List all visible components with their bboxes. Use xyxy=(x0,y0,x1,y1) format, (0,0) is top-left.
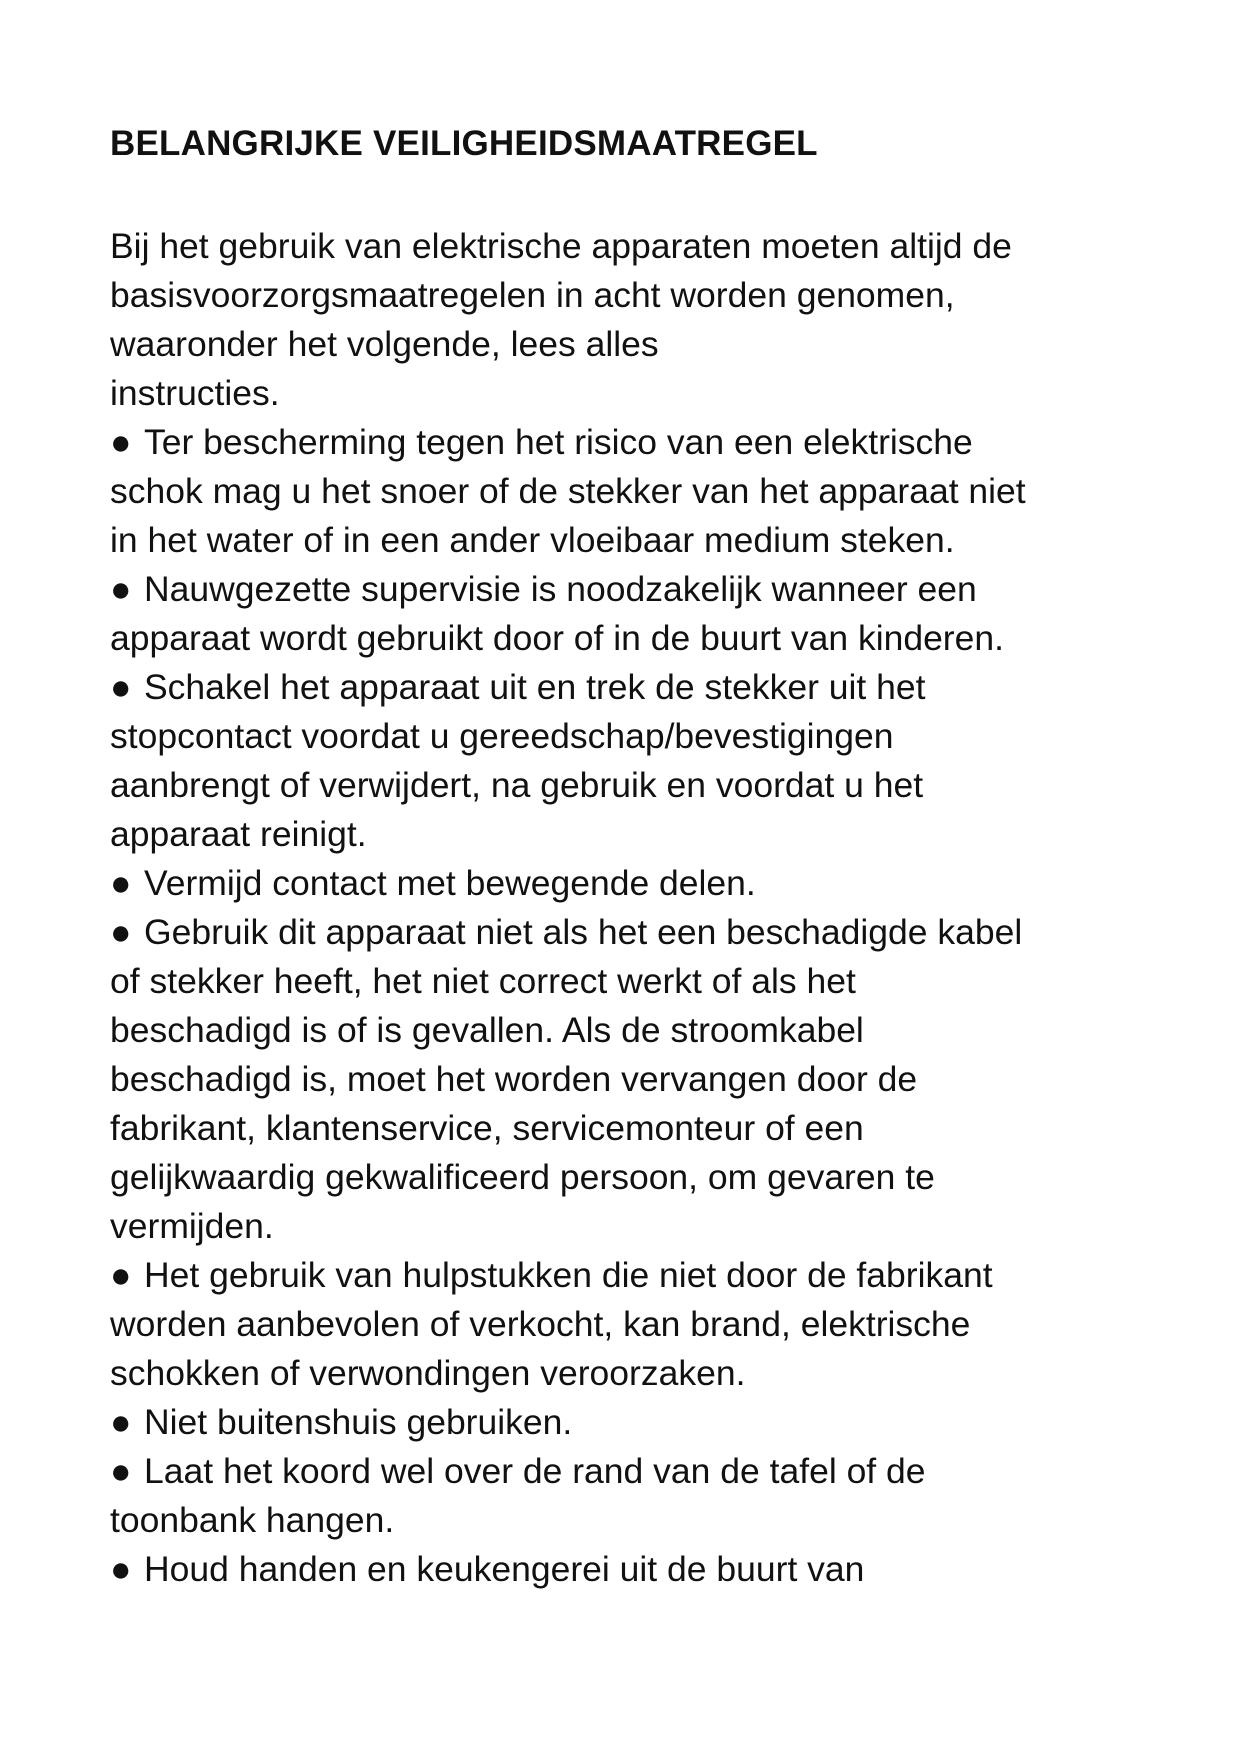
bullet-text: in het water of in een ander vloeibaar medium steken. xyxy=(110,520,955,560)
bullet-text: stopcontact voordat u gereedschap/bevestigingen xyxy=(110,716,894,756)
safety-bullet xyxy=(110,1447,1130,1545)
safety-bullet xyxy=(110,418,1130,565)
bullet-text: apparaat reinigt. xyxy=(110,814,367,854)
safety-bullet xyxy=(110,908,1130,1251)
safety-bullet xyxy=(110,1545,1130,1594)
bullet-text: Houd handen en keukengerei uit de buurt van xyxy=(144,1549,865,1589)
bullet-icon: ● xyxy=(110,912,132,952)
bullet-text: of stekker heeft, het niet correct werkt of als het xyxy=(110,961,856,1001)
intro-paragraph xyxy=(110,222,1130,418)
safety-bullet xyxy=(110,1398,1130,1447)
bullet-icon: ● xyxy=(110,1549,132,1589)
bullet-icon: ● xyxy=(110,1402,132,1442)
page-title: BELANGRIJKE VEILIGHEIDSMAATREGEL xyxy=(110,124,818,163)
bullet-text: beschadigd is of is gevallen. Als de stroomkabel xyxy=(110,1010,864,1050)
bullet-icon: ● xyxy=(110,863,132,903)
safety-bullet xyxy=(110,1251,1130,1398)
bullet-text: Het gebruik van hulpstukken die niet door de fabrikant xyxy=(144,1255,993,1295)
bullet-text: worden aanbevolen of verkocht, kan brand, elektrische xyxy=(110,1304,971,1344)
bullet-text: schokken of verwondingen veroorzaken. xyxy=(110,1353,746,1393)
bullet-icon: ● xyxy=(110,422,132,462)
bullet-text: aanbrengt of verwijdert, na gebruik en voordat u het xyxy=(110,765,924,805)
intro-line: instructies. xyxy=(110,373,280,413)
bullet-text: Gebruik dit apparaat niet als het een beschadigde kabel xyxy=(144,912,1023,952)
bullet-text: Ter bescherming tegen het risico van een elektrische xyxy=(144,422,973,462)
bullet-icon: ● xyxy=(110,569,132,609)
bullet-icon: ● xyxy=(110,1451,132,1491)
safety-bullet xyxy=(110,565,1130,663)
bullet-icon: ● xyxy=(110,1255,132,1295)
intro-line: waaronder het volgende, lees alles xyxy=(110,324,659,364)
bullet-text: apparaat wordt gebruikt door of in de buurt van kinderen. xyxy=(110,618,1004,658)
bullet-text: Laat het koord wel over de rand van de tafel of de xyxy=(144,1451,926,1491)
safety-bullet xyxy=(110,859,1130,908)
bullet-text: Schakel het apparaat uit en trek de stekker uit het xyxy=(144,667,926,707)
bullet-text: Niet buitenshuis gebruiken. xyxy=(144,1402,573,1442)
bullet-text: Nauwgezette supervisie is noodzakelijk wanneer een xyxy=(144,569,977,609)
intro-line: Bij het gebruik van elektrische apparaten moeten altijd de xyxy=(110,226,1012,266)
bullet-text: vermijden. xyxy=(110,1206,274,1246)
bullet-icon: ● xyxy=(110,667,132,707)
bullet-text: fabrikant, klantenservice, servicemonteur of een xyxy=(110,1108,864,1148)
instructions-body xyxy=(110,222,1130,1594)
bullet-text: schok mag u het snoer of de stekker van het apparaat niet xyxy=(110,471,1026,511)
bullet-text: Vermijd contact met bewegende delen. xyxy=(144,863,756,903)
intro-line: basisvoorzorgsmaatregelen in acht worden genomen, xyxy=(110,275,955,315)
bullet-text: toonbank hangen. xyxy=(110,1500,395,1540)
bullet-text: gelijkwaardig gekwalificeerd persoon, om gevaren te xyxy=(110,1157,935,1197)
bullet-text: beschadigd is, moet het worden vervangen door de xyxy=(110,1059,918,1099)
safety-bullet xyxy=(110,663,1130,859)
